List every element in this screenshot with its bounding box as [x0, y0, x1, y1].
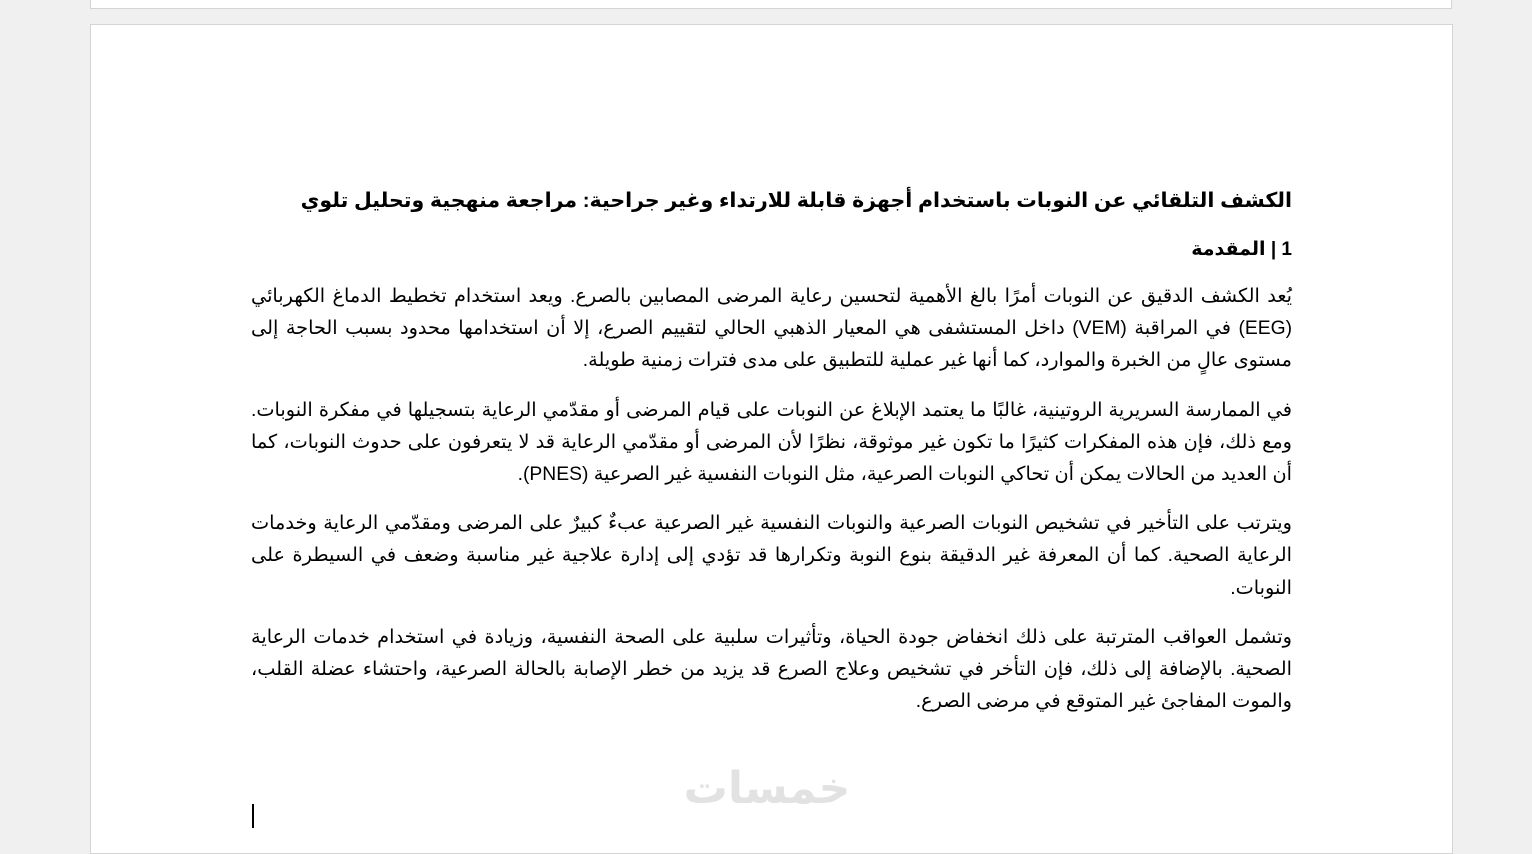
document-title: الكشف التلقائي عن النوبات باستخدام أجهزة قابلة للارتداء وغير جراحية: مراجعة منهجية وتحليل تلوي [300, 189, 1292, 212]
paragraph-1: يُعد الكشف الدقيق عن النوبات أمرًا بالغ الأهمية لتحسين رعاية المرضى المصابين بالصرع. ويعد استخدام تخطيط الدماغ الكهربائي (EEG) في المراقبة (VEM) داخل المستشفى هي المعيار الذهبي الحالي لتقييم الصرع، إلا أن استخدامها محدود بسبب الحاجة إلى مستوى عالٍ من الخبرة والموارد، كما أنها غير عملية للتطبيق على مدى فترات زمنية طويلة. [251, 286, 1292, 372]
paragraph-2: في الممارسة السريرية الروتينية، غالبًا ما يعتمد الإبلاغ عن النوبات على قيام المرضى أو مقدّمي الرعاية بتسجيلها في مفكرة النوبات. ومع ذلك، فإن هذه المفكرات كثيرًا ما تكون غير موثوقة، نظرًا لأن المرضى أو مقدّمي الرعاية قد لا يتعرفون على حدوث النوبات، كما أن العديد من الحالات يمكن أن تحاكي النوبات الصرعية، مثل النوبات النفسية غير الصرعية (PNES). [251, 399, 1292, 486]
text-cursor [252, 804, 254, 828]
section-heading: 1 | المقدمة [1191, 239, 1292, 260]
previous-page-edge [90, 0, 1452, 9]
paragraph-3: ويترتب على التأخير في تشخيص النوبات الصرعية والنوبات النفسية غير الصرعية عبءٌ كبيرٌ على المرضى ومقدّمي الرعاية وخدمات الرعاية الصحية. كما أن المعرفة غير الدقيقة بنوع النوبة وتكرارها قد تؤدي إلى إدارة علاجية غير مناسبة وضعف في السيطرة على النوبات. [251, 513, 1292, 599]
paragraph-4: وتشمل العواقب المترتبة على ذلك انخفاض جودة الحياة، وتأثيرات سلبية على الصحة النفسية، وزيادة في استخدام خدمات الرعاية الصحية. بالإضافة إلى ذلك، فإن التأخر في تشخيص وعلاج الصرع قد يزيد من خطر الإصابة بالحالة الصرعية، واحتشاء عضلة القلب، والموت المفاجئ غير المتوقع في مرضى الصرع. [251, 626, 1292, 713]
page-content[interactable] [251, 185, 1292, 718]
watermark-logo: خمسات [683, 764, 851, 813]
document-page[interactable] [90, 24, 1453, 854]
